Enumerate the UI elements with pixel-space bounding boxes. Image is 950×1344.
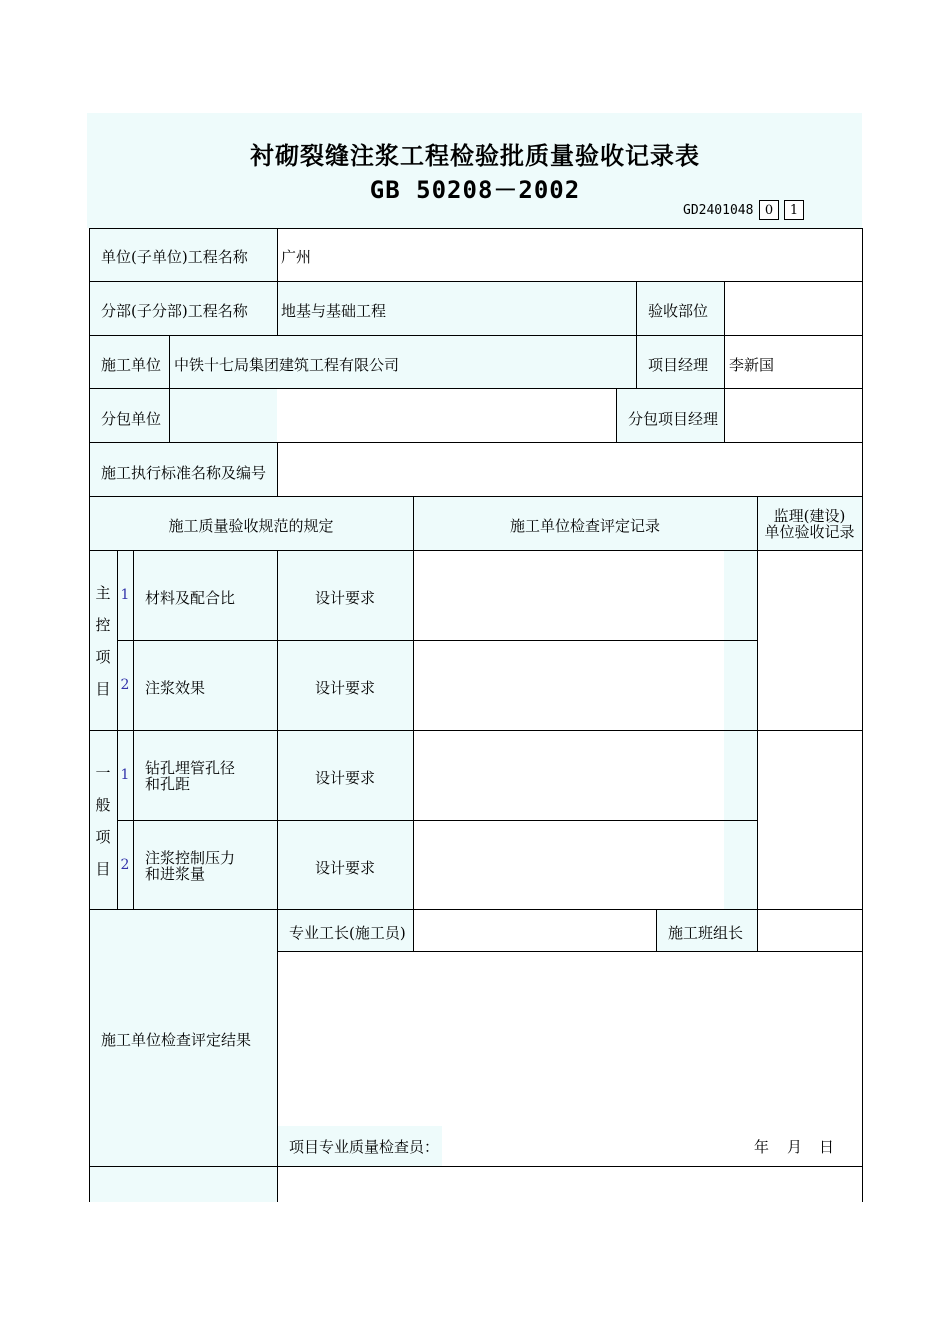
main-item-1-name: 材料及配合比 xyxy=(145,589,236,607)
main-item-1-record[interactable] xyxy=(414,551,724,640)
spec-column-header: 施工质量验收规范的规定 xyxy=(168,517,334,535)
main-control-supervisor-record[interactable] xyxy=(758,551,862,730)
form-code: GD2401048 xyxy=(683,203,754,218)
contractor-value[interactable]: 中铁十七局集团建筑工程有限公司 xyxy=(174,356,400,374)
unit-project-label: 单位(子单位)工程名称 xyxy=(101,248,248,266)
general-label: 一 般 项 目 xyxy=(95,764,111,878)
inspector-label: 项目专业质量检查员： xyxy=(289,1138,440,1156)
form-title: 衬砌裂缝注浆工程检验批质量验收记录表 xyxy=(250,142,700,170)
unit-project-value[interactable]: 广州 xyxy=(281,248,312,266)
standard-code: GB 50208－2002 xyxy=(369,176,581,204)
general-item-1-req: 设计要求 xyxy=(314,769,375,787)
main-item-2-no: 2 xyxy=(120,677,130,693)
sub-project-value[interactable]: 地基与基础工程 xyxy=(281,302,387,320)
record-column-header: 施工单位检查评定记录 xyxy=(509,517,660,535)
result-content[interactable] xyxy=(278,952,862,1122)
supervisor-column-header: 监理(建设) 单位验收记录 xyxy=(764,507,855,541)
main-control-label: 主 控 项 目 xyxy=(95,584,111,698)
main-item-2-record[interactable] xyxy=(414,641,724,730)
general-supervisor-record[interactable] xyxy=(758,731,862,909)
standard-label: 施工执行标准名称及编号 xyxy=(101,464,267,482)
result-label: 施工单位检查评定结果 xyxy=(101,1031,252,1049)
acceptance-part-label: 验收部位 xyxy=(648,302,709,320)
general-item-1-name: 钻孔埋管孔径 和孔距 xyxy=(145,759,236,793)
code-box-2[interactable]: 1 xyxy=(784,200,804,220)
team-leader-value[interactable] xyxy=(758,910,862,951)
date-year: 年 xyxy=(754,1138,770,1156)
general-item-1-no: 1 xyxy=(120,767,130,783)
main-item-2-name: 注浆效果 xyxy=(145,679,206,697)
general-item-2-name: 注浆控制压力 和进浆量 xyxy=(145,849,236,883)
general-item-1-record[interactable] xyxy=(414,731,724,820)
contractor-label: 施工单位 xyxy=(101,356,162,374)
general-item-2-req: 设计要求 xyxy=(314,859,375,877)
team-leader-label: 施工班组长 xyxy=(668,924,744,942)
project-manager-value[interactable]: 李新国 xyxy=(729,356,775,374)
code-box-1[interactable]: 0 xyxy=(759,200,779,220)
foreman-label: 专业工长(施工员) xyxy=(289,924,406,942)
project-manager-label: 项目经理 xyxy=(648,356,709,374)
sub-project-label: 分部(子分部)工程名称 xyxy=(101,302,248,320)
date-month: 月 xyxy=(787,1138,803,1156)
date-day: 日 xyxy=(819,1138,835,1156)
sub-manager-label: 分包项目经理 xyxy=(628,410,719,428)
general-item-2-no: 2 xyxy=(120,857,130,873)
general-item-2-record[interactable] xyxy=(414,821,724,909)
main-item-1-req: 设计要求 xyxy=(314,589,375,607)
main-item-2-req: 设计要求 xyxy=(314,679,375,697)
foreman-value[interactable] xyxy=(414,910,656,951)
subcontractor-label: 分包单位 xyxy=(101,410,162,428)
main-item-1-no: 1 xyxy=(120,587,130,603)
